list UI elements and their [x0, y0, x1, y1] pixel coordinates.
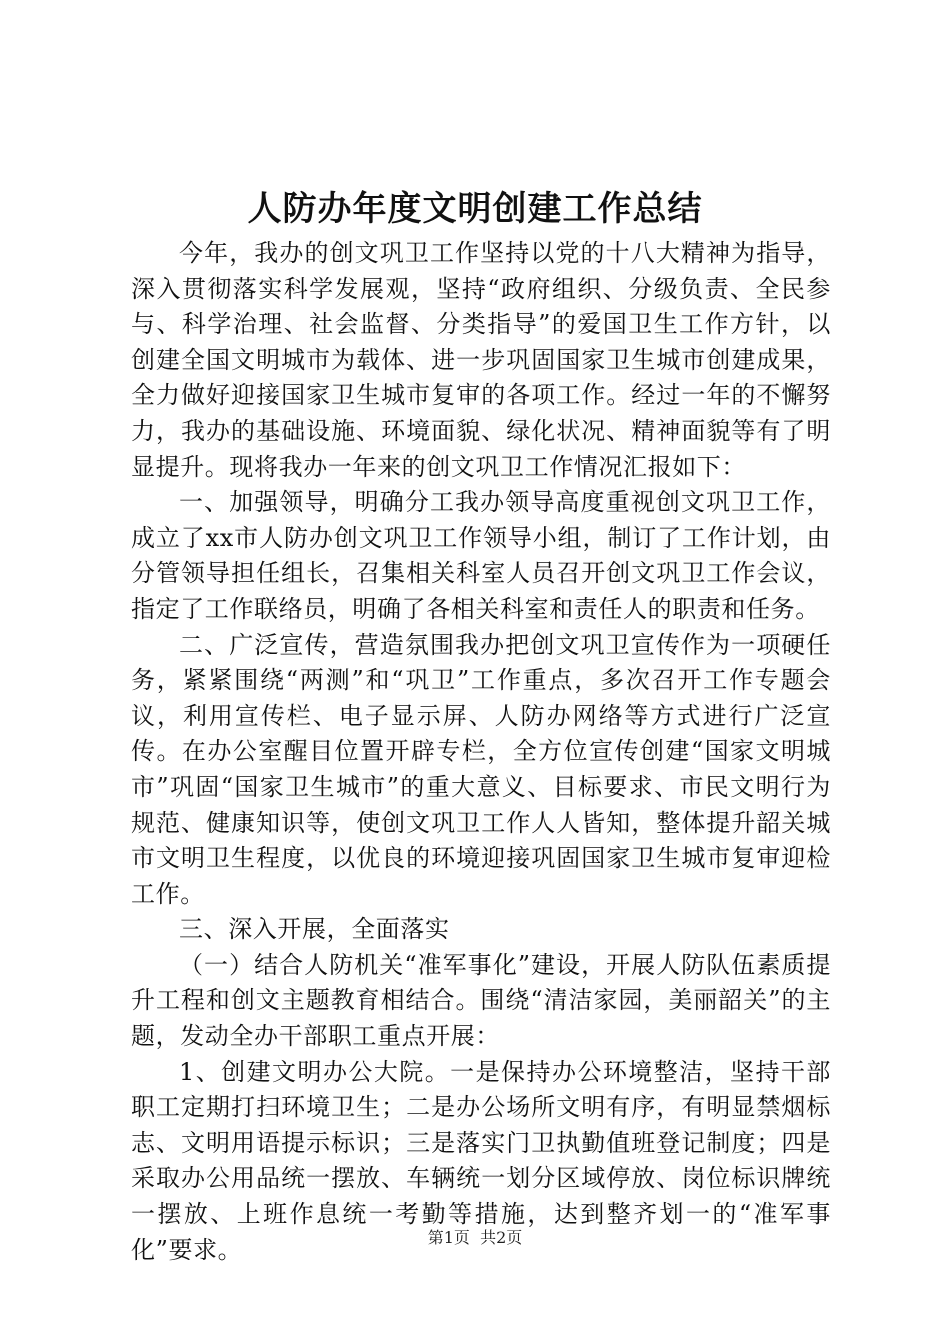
page-footer: [0, 1226, 950, 1250]
paragraph-section-3-heading: 三、深入开展，全面落实: [179, 915, 450, 944]
paragraph-subsection-1: （一）结合人防机关“准军事化”建设，开展人防队伍素质提升工程和创文主题教育相结合。围绕“清洁家园，美丽韶关”的主题，发动全办干部职工重点开展：: [131, 950, 831, 1051]
paragraph-section-1: 一、加强领导，明确分工我办领导高度重视创文巩卫工作，成立了xx市人防办创文巩卫工作领导小组，制订了工作计划，由分管领导担任组长，召集相关科室人员召开创文巩卫工作会议，指定了工作联络员，明确了各相关科室和责任人的职责和任务。: [131, 488, 831, 623]
document-title: 人防办年度文明创建工作总结: [247, 189, 703, 229]
paragraph-item-1: 1、创建文明办公大院。一是保持办公环境整洁，坚持干部职工定期打扫环境卫生；二是办公场所文明有序，有明显禁烟标志、文明用语提示标识；三是落实门卫执勤值班登记制度；四是采取办公用品统一摆放、车辆统一划分区域停放、岗位标识牌统一摆放、上班作息统一考勤等措施，达到整齐划一的“准军事化”要求。: [131, 1057, 831, 1264]
document-body: [131, 236, 831, 1268]
page-total: 共2页: [480, 1228, 523, 1247]
paragraph-section-2: 二、广泛宣传，营造氛围我办把创文巩卫宣传作为一项硬任务，紧紧围绕“两测”和“巩卫”工作重点，多次召开工作专题会议，利用宣传栏、电子显示屏、人防办网络等方式进行广泛宣传。在办公室醒目位置开辟专栏，全方位宣传创建“国家文明城市”巩固“国家卫生城市”的重大意义、目标要求、市民文明行为规范、健康知识等，使创文巩卫工作人人皆知，整体提升韶关城市文明卫生程度，以优良的环境迎接巩固国家卫生城市复审迎检工作。: [131, 630, 831, 908]
paragraph-intro: 今年，我办的创文巩卫工作坚持以党的十八大精神为指导，深入贯彻落实科学发展观，坚持“政府组织、分级负责、全民参与、科学治理、社会监督、分类指导”的爱国卫生工作方针，以创建全国文明城市为载体、进一步巩固国家卫生城市创建成果，全力做好迎接国家卫生城市复审的各项工作。经过一年的不懈努力，我办的基础设施、环境面貌、绿化状况、精神面貌等有了明显提升。现将我办一年来的创文巩卫工作情况汇报如下：: [131, 239, 831, 481]
footer-spacer: [470, 1228, 480, 1247]
page-number: 第1页: [427, 1228, 470, 1247]
